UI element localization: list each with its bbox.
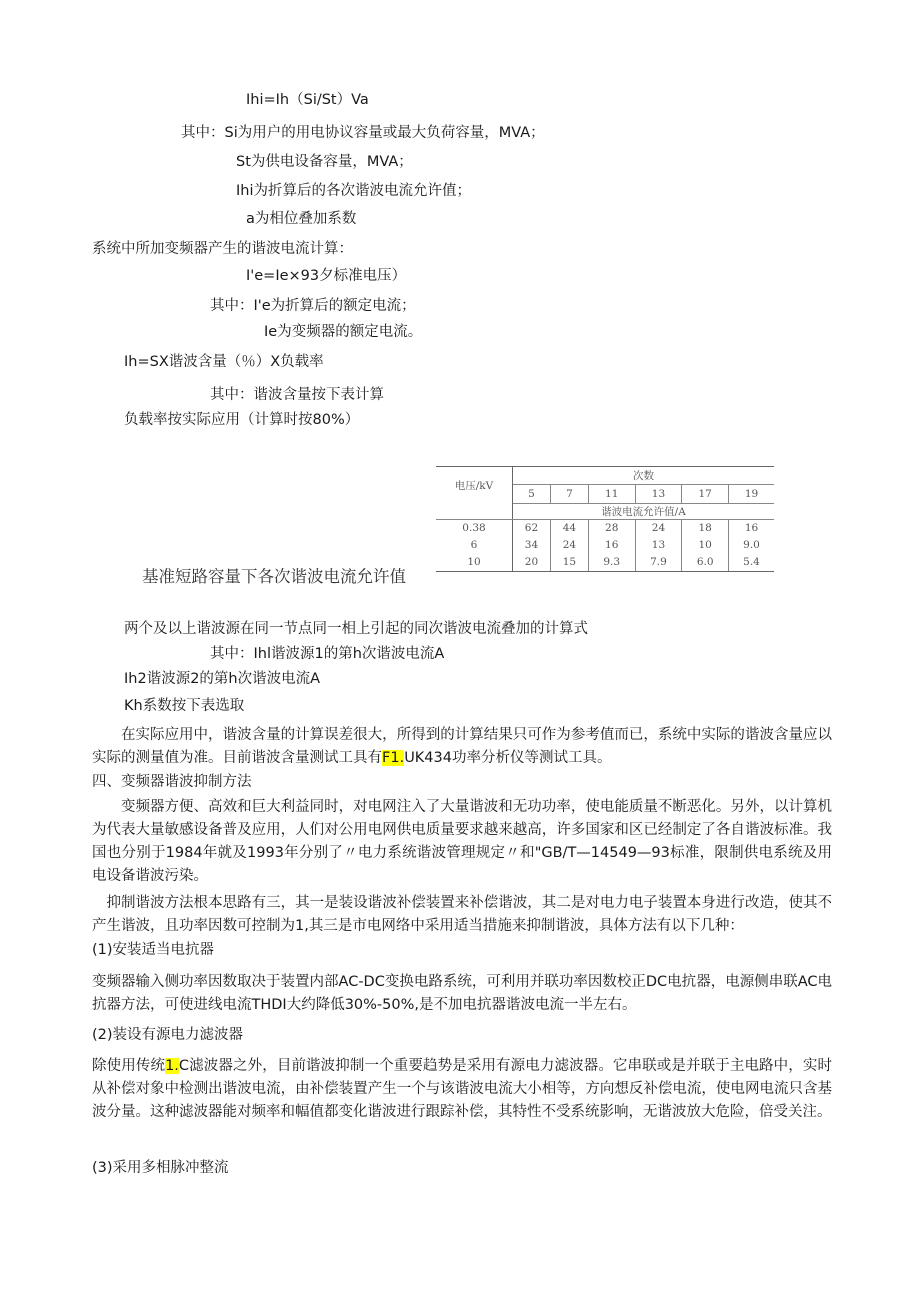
table-order: 5 <box>513 485 551 503</box>
table-cell: 6.0 <box>682 554 729 572</box>
table-cell: 7.9 <box>635 554 682 572</box>
item-2-heading: (2)装设有源电力滤波器 <box>92 1027 244 1043</box>
formula-note-a: a为相位叠加系数 <box>246 211 357 227</box>
table-order: 11 <box>588 485 635 503</box>
item-3-heading: (3)采用多相脉冲整流 <box>92 1160 229 1176</box>
measurement-text-before: 在实际应用中，谐波含量的计算误差很大，所得到的计算结果只可作为参考值而已，系统中实际的谐波含量应以实际的测量值为准。目前谐波含量测试工具有 <box>92 727 832 766</box>
measurement-text-after: UK434功率分析仪等测试工具。 <box>404 750 612 766</box>
highlighted-text: F1. <box>382 750 405 766</box>
suppression-paragraph: 抑制谐波方法根本思路有三，其一是装设谐波补偿装置来补偿谐波，其二是对电力电子装置本身进行改造，使其不产生谐波，且功率因数可控制为1,其三是市电网络中采用适当措施来抑制谐波，具体方法有以下几种： <box>92 895 832 934</box>
highlighted-text: 1. <box>165 1058 179 1074</box>
table-order: 17 <box>682 485 729 503</box>
harmonic-limit-table <box>436 466 774 572</box>
item-2-text-before: 除使用传统 <box>92 1058 166 1074</box>
item-1-heading: (1)安装适当电抗器 <box>92 942 215 958</box>
section-heading-4: 四、变频器谐波抑制方法 <box>92 774 252 790</box>
table-cell-voltage: 10 <box>436 554 513 572</box>
table-cell: 18 <box>682 519 729 537</box>
table-cell: 62 <box>513 519 551 537</box>
formula-note-load-rate: 负载率按实际应用（计算时按80%） <box>124 412 360 428</box>
table-cell: 20 <box>513 554 551 572</box>
item-1-text: 变频器输入侧功率因数取决于装置内部AC-DC变换电路系统，可利用并联功率因数校正DC电抗器，电源侧串联AC电抗器方法，可使进线电流THDI大约降低30%-50%,是不加电抗器谐波电流一半左右。 <box>92 974 832 1013</box>
table-cell: 9.0 <box>743 539 760 551</box>
formula-note-harmonic-content: 其中：谐波含量按下表计算 <box>210 387 384 403</box>
table-cell: 13 <box>635 537 682 554</box>
table-cell: 10 <box>682 537 729 554</box>
table-cell: 16 <box>588 537 635 554</box>
table-order: 13 <box>635 485 682 503</box>
table-cell: 44 <box>550 519 588 537</box>
formula-note-ie-prime: 其中：I'e为折算后的额定电流； <box>210 298 416 314</box>
table-cell-voltage: 0.38 <box>436 519 513 537</box>
formula-note-st: St为供电设备容量，MVA； <box>236 154 413 170</box>
superposition-note-ih1: 其中：Ihl谐波源1的第h次谐波电流A <box>210 646 445 662</box>
measurement-paragraph <box>92 724 832 770</box>
harmonic-limit-table-figure <box>140 463 775 586</box>
table-cell: 24 <box>550 537 588 554</box>
table-cell: 16 <box>744 522 759 534</box>
superposition-note-ih2: Ih2谐波源2的第h次谐波电流A <box>124 671 321 687</box>
table-cell: 34 <box>513 537 551 554</box>
item-2-text-after: C滤波器之外，目前谐波抑制一个重要趋势是采用有源电力滤波器。它串联或是并联于主电路中，实时从补偿对象中检测出谐波电流，由补偿装置产生一个与该谐波电流大小相等，方向想反补偿电流，使电网电流只含基波分量。这种滤波器能对频率和幅值都变化谐波进行跟踪补偿，其特性不受系统影响，无谐波放大危险，倍受关注。 <box>92 1058 833 1120</box>
item-2-text <box>92 1055 832 1124</box>
table-cell: 24 <box>635 519 682 537</box>
table-cell: 9.3 <box>588 554 635 572</box>
table-cell-voltage: 6 <box>436 537 513 554</box>
formula-note-ihi: Ihi为折算后的各次谐波电流允许值； <box>236 183 471 199</box>
formula-note-ie: Ie为变频器的额定电流。 <box>264 324 423 340</box>
superposition-note-kh: Kh系数按下表选取 <box>124 698 245 714</box>
table-order: 7 <box>550 485 588 503</box>
table-cell: 15 <box>550 554 588 572</box>
table-cell: 5.4 <box>729 554 774 572</box>
inverter-harmonic-heading: 系统中所加变频器产生的谐波电流计算： <box>92 241 353 257</box>
table-order: 19 <box>744 487 759 500</box>
formula-note-si: 其中：Si为用户的用电协议容量或最大负荷容量，MVA； <box>181 125 545 141</box>
formula-ih: Ih=SX谐波含量（％）X负载率 <box>124 354 324 370</box>
table-caption: 基准短路容量下各次谐波电流允许值 <box>142 563 408 587</box>
formula-ie: I'e=Ie×93夕标准电压） <box>246 268 407 284</box>
table-header-voltage: 电压/kV <box>436 467 513 504</box>
table-header-orders: 次数 <box>513 467 775 485</box>
inverter-harmonic-paragraph: 变频器方便、高效和巨大利益同时，对电网注入了大量谐波和无功功率，使电能质量不断恶化。另外，以计算机为代表大量敏感设备普及应用，人们对公用电网供电质量要求越来越高，许多国家和区已经制定了各自谐波标准。我国也分别于1984年就及1993年分别了〃电力系统谐波管理规定〃和"GB/T—14549—93标准，限制供电系统及用电设备谐波污染。 <box>92 799 832 884</box>
table-cell: 28 <box>588 519 635 537</box>
formula-ihi: Ihi=Ih（Si/St）Va <box>246 92 369 108</box>
superposition-heading: 两个及以上谐波源在同一节点同一相上引起的同次谐波电流叠加的计算式 <box>124 621 588 637</box>
table-subheader: 谐波电流允许值/A <box>513 503 775 519</box>
